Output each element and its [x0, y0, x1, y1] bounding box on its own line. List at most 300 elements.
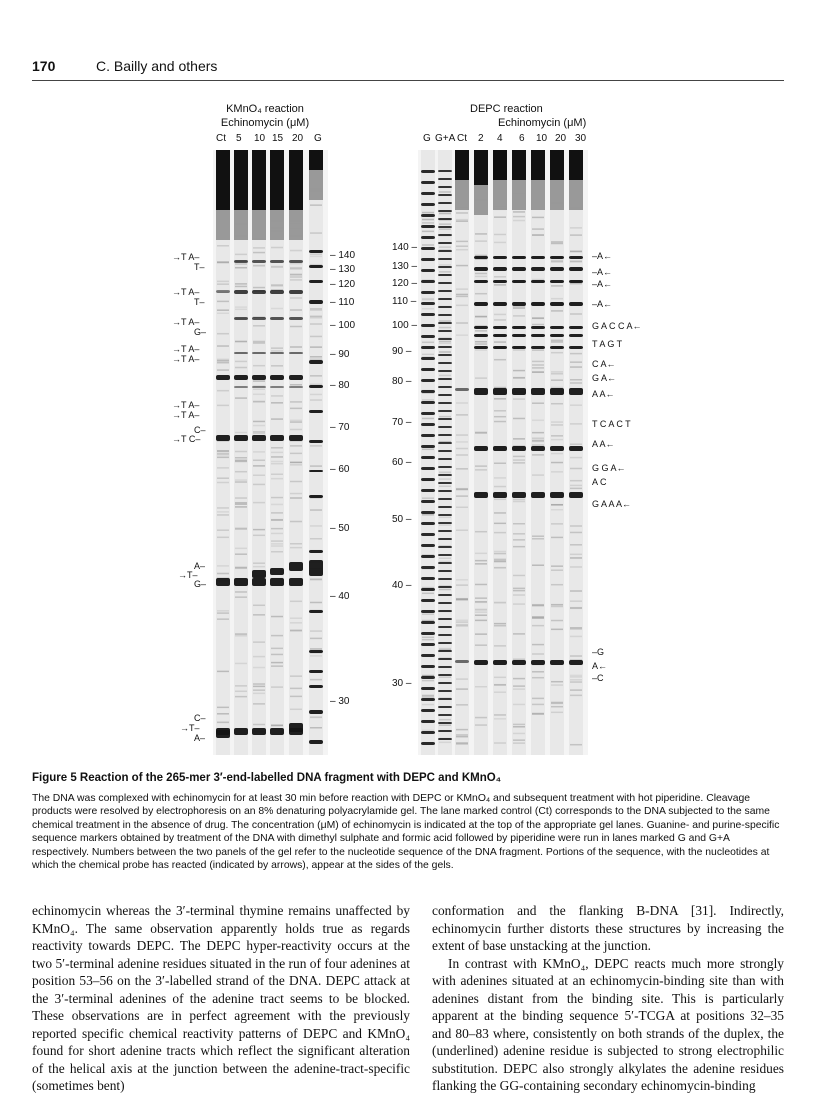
- gel-faint-band: [271, 418, 283, 420]
- gel-faint-band: [310, 309, 322, 311]
- gel-faint-band: [310, 445, 322, 447]
- left-seq-label: →T A–: [172, 400, 200, 410]
- gel-band: [438, 602, 452, 604]
- left-seq-label: C–: [194, 425, 206, 435]
- gel-band: [569, 256, 583, 259]
- gel-faint-band: [217, 671, 229, 673]
- left-seq-label: →T A–: [172, 317, 200, 327]
- gel-faint-band: [439, 327, 451, 329]
- gel-faint-band: [570, 600, 582, 602]
- gel-faint-band: [513, 499, 525, 501]
- gel-band: [438, 586, 452, 588]
- gel-faint-band: [271, 447, 283, 449]
- gel-band: [309, 250, 323, 253]
- gel-faint-band: [570, 485, 582, 487]
- gel-faint-band: [513, 539, 525, 541]
- gel-faint-band: [551, 298, 563, 300]
- gel-faint-band: [253, 724, 265, 726]
- gel-band: [270, 317, 284, 320]
- gel-faint-band: [235, 568, 247, 570]
- gel-faint-band: [551, 504, 563, 506]
- gel-faint-band: [310, 256, 322, 258]
- gel-faint-band: [494, 341, 506, 343]
- gel-band: [270, 568, 284, 575]
- gel-faint-band: [456, 402, 468, 404]
- gel-faint-band: [439, 213, 451, 215]
- gel-faint-band: [513, 196, 525, 198]
- gel-faint-band: [570, 679, 582, 681]
- gel-faint-band: [290, 547, 302, 549]
- gel-band: [421, 445, 435, 448]
- gel-band: [421, 236, 435, 239]
- gel-faint-band: [551, 706, 563, 708]
- gel-faint-band: [235, 663, 247, 665]
- gel-faint-band: [494, 553, 506, 555]
- gel-faint-band: [551, 584, 563, 586]
- gel-faint-band: [475, 620, 487, 622]
- gel-band: [474, 660, 488, 665]
- gel-faint-band: [271, 474, 283, 476]
- gel-band: [438, 482, 452, 484]
- gel-faint-band: [290, 675, 302, 677]
- gel-band: [438, 618, 452, 620]
- gel-band: [289, 375, 303, 380]
- gel-faint-band: [513, 315, 525, 317]
- gel-top-smear: [270, 150, 284, 210]
- gel-faint-band: [513, 575, 525, 577]
- gel-faint-band: [513, 733, 525, 735]
- gel-band: [289, 260, 303, 263]
- gel-band: [438, 298, 452, 300]
- figure-caption-text: The DNA was complexed with echinomycin for at least 30 min before reaction with DEPC or KMnO₄ and subsequent treatment with hot piperidine. Cleavage products were resolved by electrophoresis on an 8% denaturing polyacrylamide gel. The lane marked control (Ct) corresponds to the DNA subjected to the same chemical treatment in the absence of drug. The concentration (μM) of echinomycin is indicated at the top of the appropriate gel lanes. Guanine- and purine-specific sequence markers obtained by treatment of the DNA with dimethyl sulphate and formic acid followed by piperidine were run in lanes marked G and G+A respectively. Numbers between the two panels of the gel refer to the nucleotide sequence of the DNA fragment. Portions of the sequence, with the nucleotides at which the chemical probe has reacted (indicated by arrows), appear at the sides of the gels.: [32, 793, 780, 872]
- right-seq-label: G A←: [592, 373, 617, 383]
- gel-faint-band: [532, 367, 544, 369]
- gel-faint-band: [475, 717, 487, 719]
- left-seq-label: →T A–: [172, 344, 200, 354]
- gel-faint-band: [532, 644, 544, 646]
- gel-faint-band: [217, 313, 229, 315]
- gel-band: [550, 280, 564, 283]
- gel-band: [421, 357, 435, 360]
- gel-faint-band: [532, 432, 544, 434]
- gel-faint-band: [513, 533, 525, 535]
- gel-faint-band: [217, 450, 229, 452]
- gel-faint-band: [253, 683, 265, 685]
- gel-faint-band: [310, 399, 322, 401]
- gel-faint-band: [271, 402, 283, 404]
- gel-faint-band: [570, 488, 582, 490]
- gel-faint-band: [494, 714, 506, 716]
- gel-faint-band: [551, 471, 563, 473]
- gel-faint-band: [570, 382, 582, 384]
- gel-band: [421, 533, 435, 536]
- gel-faint-band: [310, 394, 322, 396]
- gel-band: [438, 530, 452, 532]
- gel-band: [438, 266, 452, 268]
- gel-faint-band: [513, 590, 525, 592]
- gel-faint-band: [253, 365, 265, 367]
- gel-faint-band: [513, 546, 525, 548]
- gel-faint-band: [532, 349, 544, 351]
- gel-band: [309, 360, 323, 364]
- gel-band: [474, 446, 488, 451]
- gel-faint-band: [271, 543, 283, 545]
- left-size-marker: – 70: [330, 422, 350, 433]
- right-lane-label: Ct: [457, 133, 467, 144]
- gel-faint-band: [439, 517, 451, 519]
- gel-faint-band: [253, 667, 265, 669]
- running-title: C. Bailly and others: [96, 58, 218, 74]
- gel-band: [234, 375, 248, 380]
- gel-faint-band: [290, 464, 302, 466]
- gel-faint-band: [290, 235, 302, 237]
- gel-band: [474, 334, 488, 337]
- gel-faint-band: [475, 377, 487, 379]
- gel-faint-band: [475, 563, 487, 565]
- gel-faint-band: [422, 219, 434, 221]
- gel-faint-band: [475, 465, 487, 467]
- gel-faint-band: [494, 398, 506, 400]
- left-seq-label: →T A–: [172, 410, 200, 420]
- page-header: [32, 58, 782, 78]
- gel-faint-band: [494, 499, 506, 501]
- gel-band: [569, 302, 583, 306]
- gel-faint-band: [494, 532, 506, 534]
- gel-faint-band: [290, 521, 302, 523]
- gel-faint-band: [532, 616, 544, 618]
- gel-faint-band: [570, 251, 582, 253]
- gel-faint-band: [494, 462, 506, 464]
- gel-faint-band: [456, 506, 468, 508]
- gel-faint-band: [494, 416, 506, 418]
- gel-faint-band: [532, 454, 544, 456]
- gel-band: [421, 687, 435, 690]
- gel-band: [421, 269, 435, 272]
- gel-band: [234, 317, 248, 320]
- gel-faint-band: [439, 648, 451, 650]
- gel-band: [270, 260, 284, 263]
- gel-faint-band: [253, 656, 265, 658]
- gel-band: [309, 550, 323, 553]
- gel-faint-band: [253, 421, 265, 423]
- gel-band: [438, 474, 452, 476]
- right-panel-title-line1: DEPC reaction: [470, 103, 543, 115]
- gel-faint-band: [290, 274, 302, 276]
- gel-faint-band: [290, 297, 302, 299]
- gel-faint-band: [513, 603, 525, 605]
- gel-faint-band: [570, 457, 582, 459]
- gel-faint-band: [475, 293, 487, 295]
- gel-faint-band: [456, 414, 468, 416]
- gel-band: [438, 434, 452, 436]
- gel-faint-band: [456, 208, 468, 210]
- gel-faint-band: [290, 268, 302, 270]
- gel-faint-band: [570, 313, 582, 315]
- gel-faint-band: [475, 686, 487, 688]
- gel-faint-band: [456, 579, 468, 581]
- gel-faint-band: [570, 544, 582, 546]
- gel-band: [421, 203, 435, 206]
- gel-band: [474, 346, 488, 349]
- gel-faint-band: [235, 341, 247, 343]
- gel-faint-band: [253, 247, 265, 249]
- gel-faint-band: [235, 591, 247, 593]
- gel-faint-band: [439, 351, 451, 353]
- gel-band: [309, 280, 323, 283]
- gel-faint-band: [310, 465, 322, 467]
- left-lane-label: 5: [236, 133, 242, 144]
- gel-faint-band: [253, 689, 265, 691]
- gel-faint-band: [513, 438, 525, 440]
- gel-faint-band: [235, 481, 247, 483]
- gel-band: [493, 446, 507, 451]
- gel-band: [421, 456, 435, 459]
- left-seq-label: G–: [194, 327, 207, 337]
- gel-band: [438, 418, 452, 420]
- gel-faint-band: [271, 497, 283, 499]
- gel-lane: [216, 150, 230, 755]
- gel-band: [493, 280, 507, 283]
- gel-faint-band: [422, 418, 434, 420]
- gel-faint-band: [217, 707, 229, 709]
- gel-faint-band: [570, 443, 582, 445]
- gel-band: [421, 511, 435, 514]
- gel-band: [438, 546, 452, 548]
- gel-band: [438, 226, 452, 228]
- gel-band: [289, 317, 303, 320]
- gel-band: [216, 290, 230, 293]
- gel-faint-band: [290, 453, 302, 455]
- gel-faint-band: [422, 222, 434, 224]
- gel-faint-band: [456, 621, 468, 623]
- gel-faint-band: [513, 306, 525, 308]
- gel-faint-band: [253, 562, 265, 564]
- gel-faint-band: [513, 418, 525, 420]
- gel-top-smear: [569, 150, 583, 180]
- gel-faint-band: [456, 743, 468, 745]
- gel-faint-band: [422, 637, 434, 639]
- gel-faint-band: [456, 212, 468, 214]
- gel-band: [270, 435, 284, 441]
- gel-faint-band: [271, 452, 283, 454]
- gel-band: [438, 682, 452, 684]
- gel-band: [493, 660, 507, 665]
- gel-band: [252, 352, 266, 354]
- gel-faint-band: [475, 199, 487, 201]
- gel-faint-band: [551, 684, 563, 686]
- right-size-marker: 140 –: [392, 242, 418, 253]
- gel-faint-band: [253, 388, 265, 390]
- gel-faint-band: [235, 685, 247, 687]
- gel-band: [421, 335, 435, 338]
- gel-faint-band: [217, 467, 229, 469]
- gel-band: [474, 280, 488, 283]
- gel-faint-band: [290, 497, 302, 499]
- body-right-paragraph-1: conformation and the flanking B-DNA [31]. Indirectly, echinomycin further distorts these structures by increasing the extent of base unstacking at the junction.: [432, 903, 784, 953]
- gel-faint-band: [290, 401, 302, 403]
- gel-band: [216, 375, 230, 380]
- right-seq-label: A A←: [592, 389, 615, 399]
- body-left-column: [32, 902, 410, 1095]
- gel-band: [216, 730, 230, 738]
- gel-band: [438, 386, 452, 388]
- gel-faint-band: [217, 405, 229, 407]
- gel-band: [569, 446, 583, 451]
- left-panel-title-line1: KMnO₄ reaction: [226, 103, 304, 115]
- gel-band: [531, 267, 545, 271]
- gel-band: [438, 410, 452, 412]
- left-lane-label: 10: [254, 133, 266, 144]
- gel-band: [569, 280, 583, 283]
- gel-faint-band: [494, 242, 506, 244]
- gel-faint-band: [217, 537, 229, 539]
- gel-band: [493, 346, 507, 349]
- gel-faint-band: [290, 222, 302, 224]
- gel-faint-band: [439, 676, 451, 678]
- gel-top-smear: [216, 150, 230, 210]
- gel-faint-band: [456, 624, 468, 626]
- gel-faint-band: [475, 330, 487, 332]
- gel-band: [455, 660, 469, 663]
- gel-band: [550, 388, 564, 395]
- gel-faint-band: [570, 468, 582, 470]
- gel-faint-band: [217, 529, 229, 531]
- left-seq-label: →T A–: [172, 287, 200, 297]
- gel-faint-band: [570, 557, 582, 559]
- gel-band: [438, 562, 452, 564]
- gel-faint-band: [439, 343, 451, 345]
- gel-faint-band: [217, 360, 229, 362]
- gel-band: [252, 386, 266, 388]
- gel-band: [438, 274, 452, 276]
- gel-band: [438, 346, 452, 348]
- gel-faint-band: [513, 726, 525, 728]
- gel-band: [438, 330, 452, 332]
- gel-faint-band: [570, 361, 582, 363]
- gel-lane: [438, 150, 452, 755]
- gel-faint-band: [532, 474, 544, 476]
- gel-faint-band: [217, 713, 229, 715]
- body-right-paragraph-2: In contrast with KMnO₄, DEPC reacts much more strongly with adenines situated at an echinomycin-binding site than with adenines distant from the binding site. This is particularly apparent at the binding sequence 5′-TCGA at positions 32–35 and 80–83 where, consistently on both strands of the duplex, the (underlined) adenine residue is subjected to strong electrophilic substitution. DEPC also strongly alkylates the adenine residues flanking the GG-containing secondary echinomycin-binding: [432, 955, 784, 1093]
- gel-faint-band: [570, 744, 582, 746]
- gel-faint-band: [551, 462, 563, 464]
- gel-faint-band: [439, 246, 451, 248]
- right-seq-label: A A←: [592, 439, 615, 449]
- gel-faint-band: [422, 497, 434, 499]
- gel-faint-band: [310, 638, 322, 640]
- gel-faint-band: [290, 543, 302, 545]
- right-lane-label: 30: [575, 133, 587, 144]
- right-lane-label: G: [423, 133, 431, 144]
- gel-faint-band: [456, 736, 468, 738]
- gel-faint-band: [532, 361, 544, 363]
- gel-band: [493, 302, 507, 306]
- gel-band: [531, 256, 545, 259]
- gel-faint-band: [290, 408, 302, 410]
- gel-faint-band: [310, 323, 322, 325]
- gel-faint-band: [494, 625, 506, 627]
- gel-band: [289, 562, 303, 571]
- gel-band: [234, 260, 248, 263]
- figure-caption: [32, 772, 784, 872]
- gel-faint-band: [271, 478, 283, 480]
- gel-faint-band: [532, 318, 544, 320]
- gel-band: [438, 458, 452, 460]
- gel-faint-band: [494, 551, 506, 553]
- gel-band: [309, 685, 323, 688]
- gel-band: [550, 256, 564, 259]
- right-seq-label: –A←: [592, 251, 613, 261]
- gel-faint-band: [439, 264, 451, 266]
- gel-faint-band: [422, 696, 434, 698]
- right-size-marker: 90 –: [392, 346, 412, 357]
- gel-faint-band: [310, 358, 322, 360]
- gel-faint-band: [253, 535, 265, 537]
- gel-faint-band: [551, 435, 563, 437]
- gel-band: [421, 401, 435, 404]
- gel-faint-band: [551, 310, 563, 312]
- right-lane-label: 4: [497, 133, 503, 144]
- gel-band: [216, 435, 230, 441]
- gel-band: [289, 352, 303, 354]
- gel-faint-band: [456, 241, 468, 243]
- gel-faint-band: [235, 397, 247, 399]
- gel-faint-band: [290, 688, 302, 690]
- gel-faint-band: [513, 739, 525, 741]
- gel-faint-band: [475, 341, 487, 343]
- gel-faint-band: [235, 528, 247, 530]
- gel-faint-band: [422, 593, 434, 595]
- gel-band: [438, 498, 452, 500]
- gel-faint-band: [253, 686, 265, 688]
- gel-faint-band: [290, 229, 302, 231]
- gel-band: [438, 378, 452, 380]
- gel-faint-band: [253, 484, 265, 486]
- gel-band: [234, 352, 248, 354]
- gel-faint-band: [253, 529, 265, 531]
- gel-faint-band: [217, 333, 229, 335]
- gel-band: [493, 267, 507, 271]
- gel-band: [550, 326, 564, 329]
- gel-band: [438, 202, 452, 204]
- left-lane-label: 15: [272, 133, 284, 144]
- gel-faint-band: [217, 309, 229, 311]
- gel-faint-band: [290, 709, 302, 711]
- gel-band: [252, 435, 266, 441]
- gel-faint-band: [475, 432, 487, 434]
- right-panel-title-line2: Echinomycin (μM): [498, 117, 587, 129]
- gel-band: [474, 326, 488, 329]
- gel-faint-band: [551, 261, 563, 263]
- gel-band: [270, 352, 284, 354]
- gel-band: [438, 506, 452, 508]
- figure-caption-title: Figure 5 Reaction of the 265-mer 3′-end-labelled DNA fragment with DEPC and KMnO₄: [32, 772, 502, 784]
- gel-faint-band: [235, 479, 247, 481]
- right-seq-label: –A←: [592, 299, 613, 309]
- gel-faint-band: [235, 432, 247, 434]
- gel-faint-band: [551, 243, 563, 245]
- gel-faint-band: [271, 533, 283, 535]
- gel-band: [234, 435, 248, 441]
- gel-faint-band: [253, 460, 265, 462]
- gel-faint-band: [217, 511, 229, 513]
- gel-band: [438, 738, 452, 740]
- right-seq-label: T A G T: [592, 339, 623, 349]
- left-seq-label: →T A–: [172, 252, 200, 262]
- gel-band: [455, 388, 469, 391]
- gel-faint-band: [422, 308, 434, 310]
- gel-band: [309, 440, 323, 443]
